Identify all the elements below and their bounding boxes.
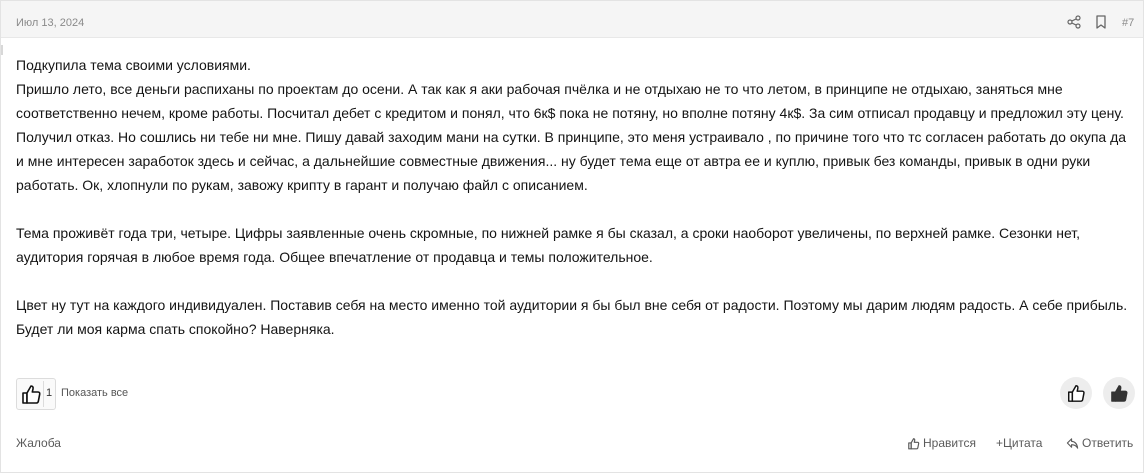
report-link[interactable]: Жалоба [16, 436, 61, 450]
post-paragraph: Тема проживёт года три, четыре. Цифры заявленные очень скромные, по нижней рамке я бы сказал, а сроки наоборот увеличены, по верхней рамке. Сезонки нет, аудитория горячая в любое время года. Общее впечатление от продавца и темы положительное. [16, 225, 1081, 265]
like-count: 1 [46, 387, 53, 399]
thumbs-up-icon [20, 383, 42, 405]
reaction-summary-button[interactable] [16, 378, 56, 410]
like-reaction-button[interactable] [1060, 377, 1092, 409]
post-body [16, 53, 1136, 341]
thumbs-up-icon [1066, 383, 1086, 403]
like-divider [43, 381, 44, 407]
thumbs-up-filled-icon [1109, 383, 1129, 403]
quote-action-link[interactable]: +Цитата [996, 436, 1043, 450]
post-paragraph: Цвет ну тут на каждого индивидуален. Поставив себя на место именно той аудитории я бы был вне себя от радости. Поэтому мы дарим людям радость. А себе прибыль. Будет ли моя карма спать спокойно? Наверняка. [16, 297, 1128, 337]
reply-action-link[interactable] [1066, 436, 1133, 450]
share-icon[interactable] [1067, 15, 1081, 29]
post-number-link[interactable]: #7 [1122, 17, 1135, 29]
thumbs-up-filled-reaction-button[interactable] [1103, 377, 1135, 409]
post-accent-divider [1, 45, 3, 55]
like-action-label: Нравится [923, 436, 976, 450]
reply-action-label: Ответить [1082, 436, 1134, 450]
post-header [1, 1, 1143, 38]
show-all-reactions-link[interactable]: Показать все [61, 387, 129, 399]
thumbs-up-icon [907, 437, 920, 450]
post-paragraph: Подкупила тема своими условиями. [16, 57, 251, 73]
post-paragraph: Пришло лето, все деньги распиханы по проектам до осени. А так как я аки рабочая пчёлка и не отдыхаю не то что летом, в принципе не отдыхаю, заняться мне соответственно нечем, кроме работы. Посчитал дебет с кредитом и понял, что 6к$ пока не потяну, но вполне потяну 4к$. За сим отписал продавцу и предложил эту цену. Получил отказ. Но сошлись ни тебе ни мне. Пишу давай заходим мани на сутки. В принципе, это меня устраивало , по причине того что тс согласен работать до окупа да и мне интересен заработок здесь и сейчас, а дальнейшие совместные движения... ну будет тема еще от автра ее и куплю, привык без команды, привык в одни руки работать. Ок, хлопнули по рукам, завожу крипту в гарант и получаю файл с описанием. [16, 81, 1127, 193]
reply-icon [1066, 437, 1079, 450]
like-action-link[interactable] [907, 436, 976, 450]
bookmark-icon[interactable] [1094, 15, 1108, 29]
post-date: Июл 13, 2024 [16, 17, 85, 29]
